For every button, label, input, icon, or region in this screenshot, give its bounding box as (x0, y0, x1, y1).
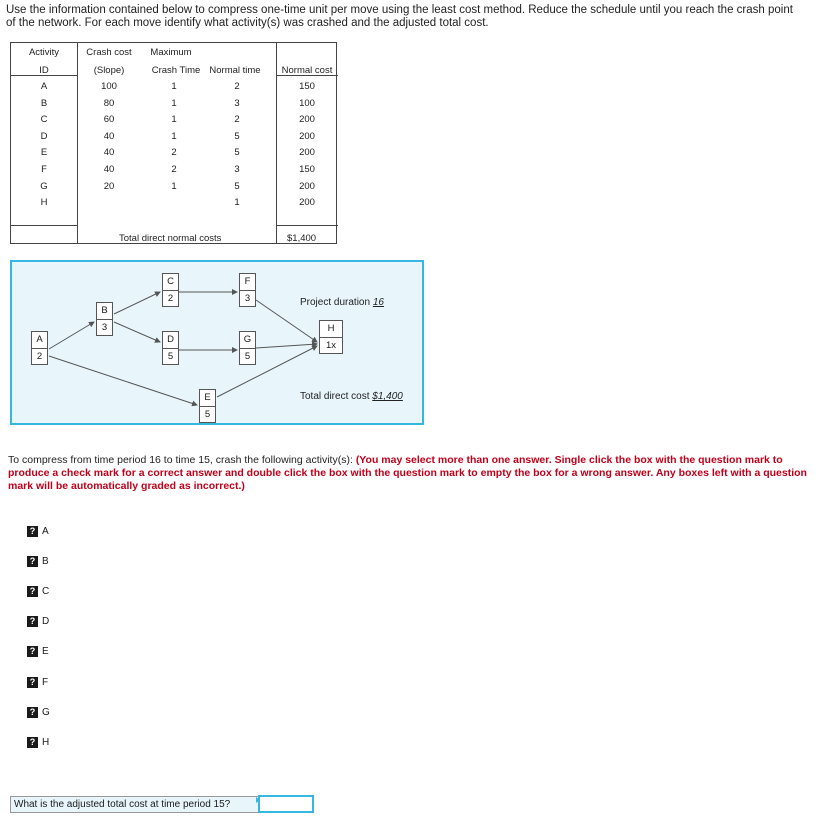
question-mark-icon[interactable]: ? (27, 526, 38, 537)
cell-time: 5 (234, 180, 240, 192)
cell-time: 5 (234, 130, 240, 142)
header-crash-time: Crash Time (151, 65, 201, 76)
cell-crash: 2 (171, 147, 177, 159)
header-slope: (Slope) (93, 65, 125, 76)
cell-time: 5 (234, 147, 240, 159)
question-mark-icon[interactable]: ? (27, 556, 38, 567)
cell-time: 3 (234, 164, 240, 175)
header-normal-cost: Normal cost (281, 65, 333, 76)
cell-id: G (40, 180, 48, 192)
question-mark-icon[interactable]: ? (27, 616, 38, 627)
cell-cost: 200 (299, 130, 315, 142)
activity-table (10, 42, 337, 244)
cell-id: E (40, 147, 48, 159)
cell-crash: 1 (171, 114, 177, 126)
adjusted-cost-label: What is the adjusted total cost at time period 15? (10, 796, 260, 813)
cell-id: F (41, 164, 47, 175)
header-activity: Activity (28, 47, 60, 58)
node-b-duration: 3 (101, 322, 108, 333)
adjusted-cost-input[interactable] (258, 795, 314, 813)
total-direct-cost-value: $1,400 (372, 391, 403, 402)
node-h (319, 320, 343, 354)
network-arrows (12, 262, 426, 427)
cell-id: C (40, 114, 48, 126)
cell-slope: 40 (103, 130, 115, 142)
cell-time: 1 (234, 197, 240, 209)
option-label: F (42, 676, 49, 688)
arrow-a-b (49, 322, 94, 349)
cell-id: D (40, 130, 48, 142)
cell-cost: 200 (299, 197, 315, 209)
node-g-label: G (240, 332, 255, 349)
project-duration-value: 16 (372, 297, 384, 308)
node-a-duration: 2 (36, 351, 43, 362)
arrow-b-c (114, 292, 160, 314)
option-label: E (42, 646, 49, 658)
cell-slope: 60 (103, 114, 115, 126)
cell-cost: 100 (299, 97, 315, 109)
node-g-duration: 5 (244, 351, 251, 362)
cell-cost: 200 (299, 147, 315, 159)
question-mark-icon[interactable]: ? (27, 646, 38, 657)
node-h-duration: 1x (325, 340, 337, 351)
cell-time: 2 (234, 114, 240, 126)
cell-slope: 40 (103, 164, 115, 175)
node-f-label: F (240, 274, 255, 291)
option-g[interactable] (27, 705, 50, 719)
option-a[interactable] (27, 524, 49, 538)
cell-time: 2 (234, 81, 240, 92)
cell-cost: 200 (299, 114, 315, 126)
node-e-label: E (200, 390, 215, 407)
option-f[interactable] (27, 675, 48, 689)
node-f-duration: 3 (244, 293, 251, 304)
question-mark-icon[interactable]: ? (27, 737, 38, 748)
cell-crash: 1 (171, 97, 177, 109)
option-label: G (42, 706, 50, 718)
cell-crash: 1 (171, 130, 177, 142)
header-id: ID (39, 65, 49, 76)
arrow-e-h (217, 346, 317, 397)
node-e (199, 389, 216, 423)
option-label: H (42, 736, 50, 748)
project-duration-label: Project duration (300, 297, 371, 308)
arrow-b-d (114, 322, 160, 342)
option-d[interactable] (27, 615, 49, 629)
cell-crash: 2 (171, 164, 177, 175)
node-d (162, 331, 179, 365)
total-normal-costs-label: Total direct normal costs (119, 233, 222, 244)
header-maximum: Maximum (150, 47, 192, 58)
node-b (96, 302, 113, 336)
option-label: B (42, 555, 49, 567)
cell-time: 3 (234, 97, 240, 109)
option-label: D (42, 616, 50, 628)
cell-cost: 150 (299, 81, 315, 92)
node-d-duration: 5 (167, 351, 174, 362)
cell-id: B (40, 97, 48, 109)
header-crash-cost: Crash cost (86, 47, 132, 58)
node-c-duration: 2 (167, 293, 174, 304)
node-a-label: A (32, 332, 47, 349)
question-mark-icon[interactable]: ? (27, 677, 38, 688)
option-b[interactable] (27, 554, 49, 568)
arrow-g-h (256, 344, 317, 348)
total-direct-cost (300, 391, 403, 402)
cell-crash: 1 (171, 81, 177, 92)
header-normal-time: Normal time (209, 65, 261, 76)
question-instructions: (You may select more than one answer. Single click the box with the question mark to produce a check mark for a correct answer and double click the box with the question mark to empty the box for a wrong answer. Any boxes left with a question mark will be automatically graded as incorrect.) (8, 454, 807, 492)
cell-slope: 80 (103, 97, 115, 109)
node-c-label: C (163, 274, 178, 291)
cell-crash: 1 (171, 180, 177, 192)
node-g (239, 331, 256, 365)
option-c[interactable] (27, 584, 49, 598)
node-e-duration: 5 (204, 409, 211, 420)
cell-cost: 200 (299, 180, 315, 192)
node-b-label: B (97, 303, 112, 320)
node-h-label: H (320, 321, 342, 338)
node-a (31, 331, 48, 365)
cell-id: H (40, 197, 48, 209)
network-diagram (10, 260, 424, 425)
question-mark-icon[interactable]: ? (27, 586, 38, 597)
option-h[interactable] (27, 735, 49, 749)
option-label: A (42, 525, 49, 537)
cell-slope: 40 (103, 147, 115, 159)
question-mark-icon[interactable]: ? (27, 707, 38, 718)
question-text (8, 454, 808, 493)
question-prompt: To compress from time period 16 to time 15, crash the following activity(s): (8, 454, 356, 466)
node-d-label: D (163, 332, 178, 349)
node-c (162, 273, 179, 307)
option-label: C (42, 585, 50, 597)
cell-slope: 20 (103, 180, 115, 192)
total-direct-cost-label: Total direct cost (300, 391, 370, 402)
total-normal-costs-value: $1,400 (287, 233, 317, 244)
instructions-text: Use the information contained below to compress one-time unit per move using the least cost method. Reduce the schedule until you reach the crash point of the network. For each move identify what activity(s) was crashed and the adjusted total cost. (6, 4, 793, 29)
node-f (239, 273, 256, 307)
cell-slope: 100 (101, 81, 117, 92)
option-e[interactable] (27, 645, 49, 659)
cell-cost: 150 (299, 164, 315, 175)
cell-id: A (40, 81, 48, 92)
project-duration (300, 297, 384, 308)
